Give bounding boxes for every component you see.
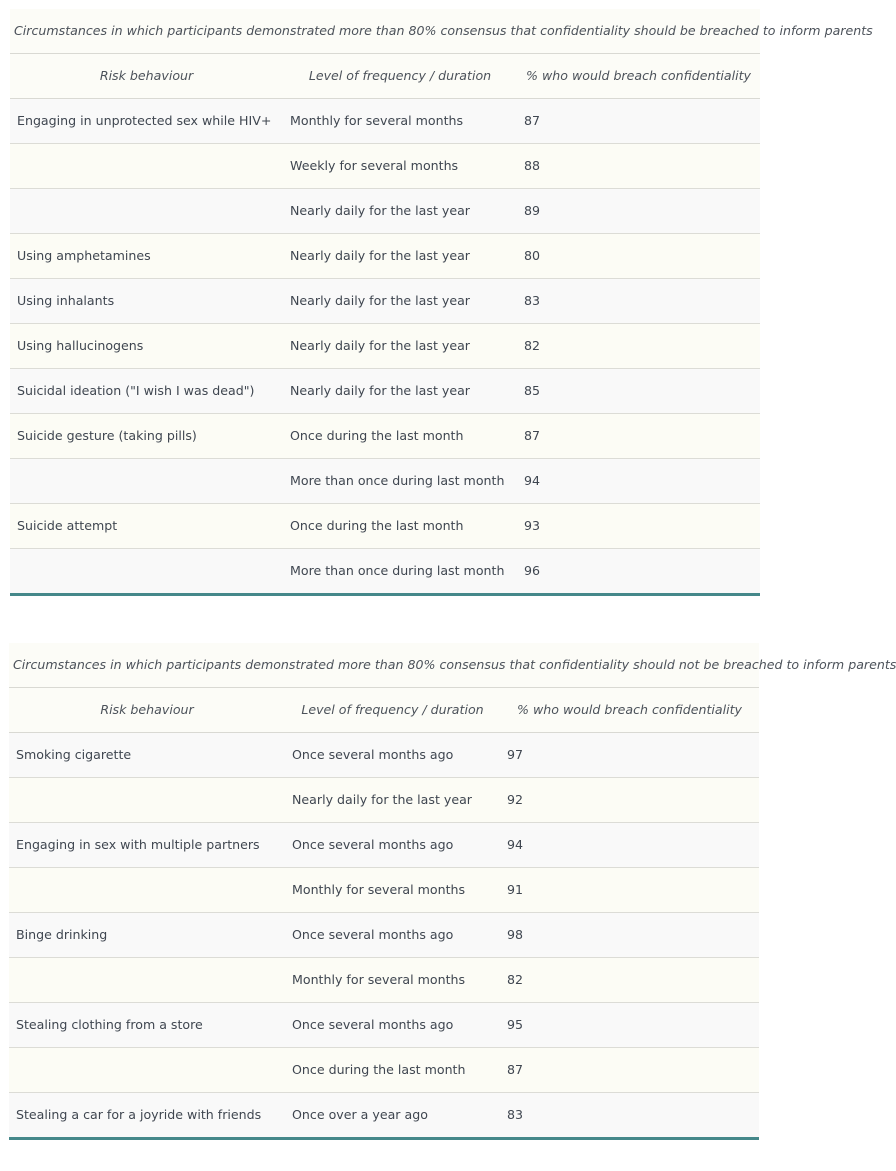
table-row	[9, 1047, 759, 1092]
table-row	[10, 98, 760, 143]
percent-cell: 92	[500, 777, 759, 822]
percent-cell: 82	[500, 957, 759, 1002]
risk-behaviour-cell	[9, 957, 285, 1002]
table-row	[10, 413, 760, 458]
percent-cell: 94	[500, 822, 759, 867]
percent-cell: 83	[500, 1092, 759, 1138]
percent-cell: 91	[500, 867, 759, 912]
percent-cell: 98	[500, 912, 759, 957]
table-row	[10, 188, 760, 233]
table-row	[9, 912, 759, 957]
table-row	[10, 278, 760, 323]
column-header-percent: % who would breach confidentiality	[517, 53, 760, 98]
table-header-row	[9, 687, 759, 732]
percent-cell: 87	[500, 1047, 759, 1092]
risk-behaviour-cell	[10, 188, 283, 233]
table-body	[10, 98, 760, 594]
risk-behaviour-cell: Using amphetamines	[10, 233, 283, 278]
column-header-percent: % who would breach confidentiality	[500, 687, 759, 732]
percent-cell: 83	[517, 278, 760, 323]
frequency-cell: Once several months ago	[285, 912, 500, 957]
risk-behaviour-cell: Suicidal ideation ("I wish I was dead")	[10, 368, 283, 413]
column-header-frequency: Level of frequency / duration	[283, 53, 517, 98]
frequency-cell: Once several months ago	[285, 822, 500, 867]
frequency-cell: Nearly daily for the last year	[283, 323, 517, 368]
frequency-cell: Once during the last month	[285, 1047, 500, 1092]
percent-cell: 82	[517, 323, 760, 368]
frequency-cell: Nearly daily for the last year	[285, 777, 500, 822]
frequency-cell: Once over a year ago	[285, 1092, 500, 1138]
table-row	[10, 548, 760, 594]
table-header-row	[10, 53, 760, 98]
risk-behaviour-cell: Engaging in unprotected sex while HIV+	[10, 98, 283, 143]
risk-behaviour-cell	[10, 548, 283, 594]
frequency-cell: Monthly for several months	[285, 867, 500, 912]
percent-cell: 96	[517, 548, 760, 594]
table-row	[10, 458, 760, 503]
frequency-cell: Once several months ago	[285, 732, 500, 777]
percent-cell: 95	[500, 1002, 759, 1047]
table-row	[10, 233, 760, 278]
table-row	[9, 1092, 759, 1138]
risk-behaviour-cell	[10, 143, 283, 188]
risk-behaviour-cell: Stealing a car for a joyride with friends	[9, 1092, 285, 1138]
risk-behaviour-cell	[9, 1047, 285, 1092]
table-row	[10, 323, 760, 368]
table-body	[9, 732, 759, 1138]
not-breach-confidentiality-table	[9, 643, 896, 1140]
frequency-cell: Nearly daily for the last year	[283, 368, 517, 413]
table-caption-row	[10, 9, 760, 53]
percent-cell: 93	[517, 503, 760, 548]
frequency-cell: Nearly daily for the last year	[283, 188, 517, 233]
table-caption-row	[9, 643, 759, 687]
table-row	[9, 822, 759, 867]
percent-cell: 80	[517, 233, 760, 278]
risk-behaviour-cell: Using inhalants	[10, 278, 283, 323]
risk-behaviour-cell	[10, 458, 283, 503]
frequency-cell: Monthly for several months	[285, 957, 500, 1002]
risk-behaviour-cell: Smoking cigarette	[9, 732, 285, 777]
frequency-cell: Once during the last month	[283, 413, 517, 458]
frequency-cell: Once during the last month	[283, 503, 517, 548]
breach-confidentiality-table	[10, 9, 873, 596]
table-row	[9, 777, 759, 822]
table-row	[9, 732, 759, 777]
risk-behaviour-cell: Stealing clothing from a store	[9, 1002, 285, 1047]
frequency-cell: Monthly for several months	[283, 98, 517, 143]
risk-behaviour-cell: Suicide attempt	[10, 503, 283, 548]
percent-cell: 88	[517, 143, 760, 188]
percent-cell: 87	[517, 413, 760, 458]
risk-behaviour-cell: Engaging in sex with multiple partners	[9, 822, 285, 867]
table-row	[10, 143, 760, 188]
risk-behaviour-cell: Binge drinking	[9, 912, 285, 957]
risk-behaviour-cell: Using hallucinogens	[10, 323, 283, 368]
percent-cell: 89	[517, 188, 760, 233]
percent-cell: 87	[517, 98, 760, 143]
risk-behaviour-cell	[9, 777, 285, 822]
table-row	[9, 957, 759, 1002]
column-header-frequency: Level of frequency / duration	[285, 687, 500, 732]
frequency-cell: Nearly daily for the last year	[283, 233, 517, 278]
frequency-cell: Weekly for several months	[283, 143, 517, 188]
table-row	[10, 368, 760, 413]
column-header-risk-behaviour: Risk behaviour	[10, 53, 283, 98]
frequency-cell: Once several months ago	[285, 1002, 500, 1047]
table-row	[9, 867, 759, 912]
table-row	[10, 503, 760, 548]
frequency-cell: Nearly daily for the last year	[283, 278, 517, 323]
table-caption: Circumstances in which participants demonstrated more than 80% consensus that confidentiality should not be breached to inform parents	[9, 643, 759, 687]
percent-cell: 97	[500, 732, 759, 777]
frequency-cell: More than once during last month	[283, 458, 517, 503]
percent-cell: 85	[517, 368, 760, 413]
percent-cell: 94	[517, 458, 760, 503]
column-header-risk-behaviour: Risk behaviour	[9, 687, 285, 732]
table-caption: Circumstances in which participants demonstrated more than 80% consensus that confidentiality should be breached to inform parents	[10, 9, 760, 53]
risk-behaviour-cell: Suicide gesture (taking pills)	[10, 413, 283, 458]
frequency-cell: More than once during last month	[283, 548, 517, 594]
table-row	[9, 1002, 759, 1047]
risk-behaviour-cell	[9, 867, 285, 912]
